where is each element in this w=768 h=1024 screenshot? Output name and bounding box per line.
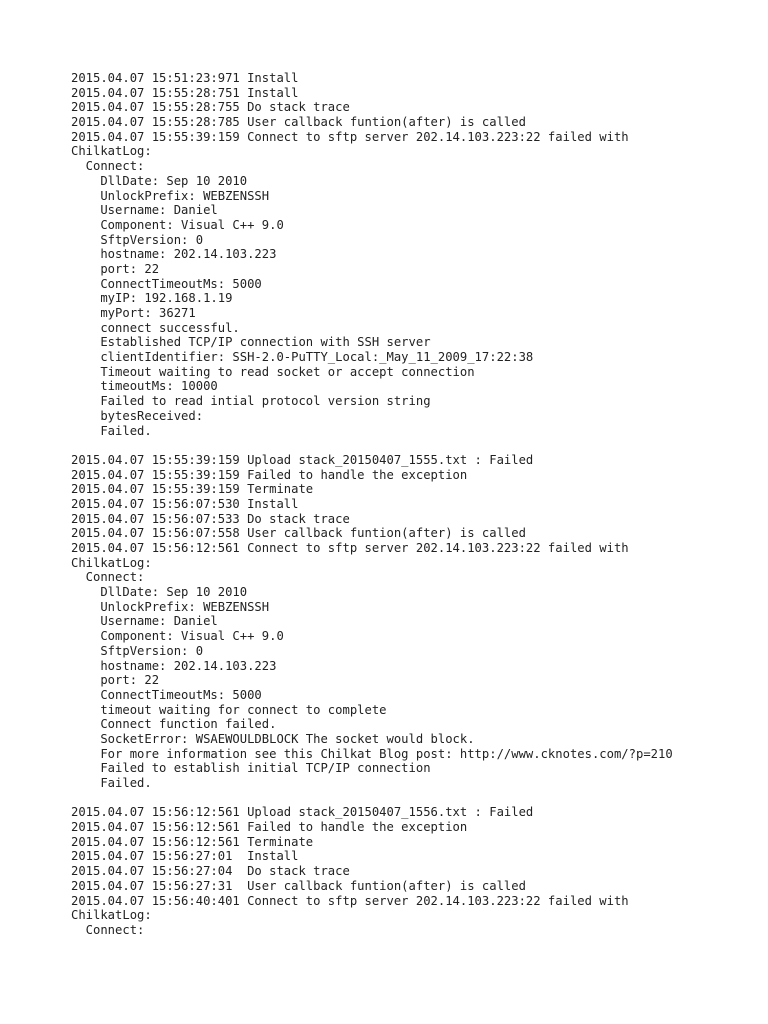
log-line: SocketError: WSAEWOULDBLOCK The socket would block.	[71, 731, 475, 746]
log-line: 2015.04.07 15:56:27:31 User callback funtion(after) is called	[71, 878, 526, 893]
log-line: UnlockPrefix: WEBZENSSH	[71, 188, 270, 203]
log-line: Failed to establish initial TCP/IP connection	[71, 761, 431, 776]
log-line: bytesReceived:	[71, 408, 204, 423]
log-line: 2015.04.07 15:55:39:159 Failed to handle the exception	[71, 467, 468, 482]
log-line	[71, 791, 761, 806]
log-line: Connect:	[71, 159, 145, 174]
log-line: Failed.	[71, 423, 152, 438]
log-line: 2015.04.07 15:51:23:971 Install	[71, 71, 299, 85]
log-line: 2015.04.07 15:55:28:755 Do stack trace	[71, 100, 350, 115]
log-line: Connect:	[71, 922, 145, 937]
log-line: 2015.04.07 15:56:27:01 Install	[71, 849, 299, 864]
log-line: hostname: 202.14.103.223	[71, 658, 277, 673]
log-line: Connect function failed.	[71, 717, 277, 732]
log-line: Connect:	[71, 570, 145, 585]
log-line: SftpVersion: 0	[71, 232, 204, 247]
log-line: Failed to read intial protocol version string	[71, 394, 431, 409]
log-line: 2015.04.07 15:56:07:533 Do stack trace	[71, 511, 350, 526]
log-line: Established TCP/IP connection with SSH server	[71, 335, 431, 350]
log-line: 2015.04.07 15:55:28:785 User callback funtion(after) is called	[71, 115, 526, 130]
log-line: ChilkatLog:	[71, 908, 152, 923]
log-line: 2015.04.07 15:56:07:530 Install	[71, 496, 299, 511]
log-line: Failed.	[71, 776, 152, 790]
log-line: 2015.04.07 15:56:07:558 User callback funtion(after) is called	[71, 526, 526, 541]
log-line: 2015.04.07 15:55:28:751 Install	[71, 85, 299, 100]
log-line: port: 22	[71, 261, 160, 276]
log-document	[71, 71, 761, 938]
log-line: timeoutMs: 10000	[71, 379, 218, 394]
log-line: DllDate: Sep 10 2010	[71, 585, 248, 600]
log-line: 2015.04.07 15:55:39:159 Connect to sftp server 202.14.103.223:22 failed with	[71, 129, 629, 144]
log-line: For more information see this Chilkat Blog post: http://www.cknotes.com/?p=210	[71, 746, 673, 761]
log-line: ChilkatLog:	[71, 144, 152, 159]
log-line: Username: Daniel	[71, 203, 218, 218]
log-line: DllDate: Sep 10 2010	[71, 173, 248, 188]
log-line: clientIdentifier: SSH-2.0-PuTTY_Local:_May_11_2009_17:22:38	[71, 350, 534, 365]
log-line: hostname: 202.14.103.223	[71, 247, 277, 262]
log-line: Component: Visual C++ 9.0	[71, 217, 284, 232]
log-line: 2015.04.07 15:55:39:159 Terminate	[71, 482, 314, 497]
log-line: SftpVersion: 0	[71, 643, 204, 658]
log-line: 2015.04.07 15:56:12:561 Failed to handle the exception	[71, 820, 468, 835]
log-line: Username: Daniel	[71, 614, 218, 629]
log-line: 2015.04.07 15:55:39:159 Upload stack_20150407_1555.txt : Failed	[71, 452, 534, 467]
log-line: Component: Visual C++ 9.0	[71, 629, 284, 644]
log-line: 2015.04.07 15:56:12:561 Terminate	[71, 834, 314, 849]
log-line: connect successful.	[71, 320, 240, 335]
log-line: UnlockPrefix: WEBZENSSH	[71, 599, 270, 614]
log-line: ConnectTimeoutMs: 5000	[71, 276, 262, 291]
log-line: 2015.04.07 15:56:12:561 Connect to sftp server 202.14.103.223:22 failed with	[71, 541, 629, 555]
log-line: timeout waiting for connect to complete	[71, 702, 387, 717]
log-line: myIP: 192.168.1.19	[71, 291, 233, 306]
log-line: 2015.04.07 15:56:12:561 Upload stack_20150407_1556.txt : Failed	[71, 805, 534, 820]
log-line: 2015.04.07 15:56:40:401 Connect to sftp server 202.14.103.223:22 failed with	[71, 893, 629, 908]
log-line: ConnectTimeoutMs: 5000	[71, 687, 262, 702]
log-line: ChilkatLog:	[71, 555, 152, 570]
log-line: myPort: 36271	[71, 306, 196, 320]
log-line: Timeout waiting to read socket or accept connection	[71, 364, 475, 379]
log-line: port: 22	[71, 673, 160, 688]
log-line	[71, 438, 761, 453]
log-line: 2015.04.07 15:56:27:04 Do stack trace	[71, 864, 350, 879]
